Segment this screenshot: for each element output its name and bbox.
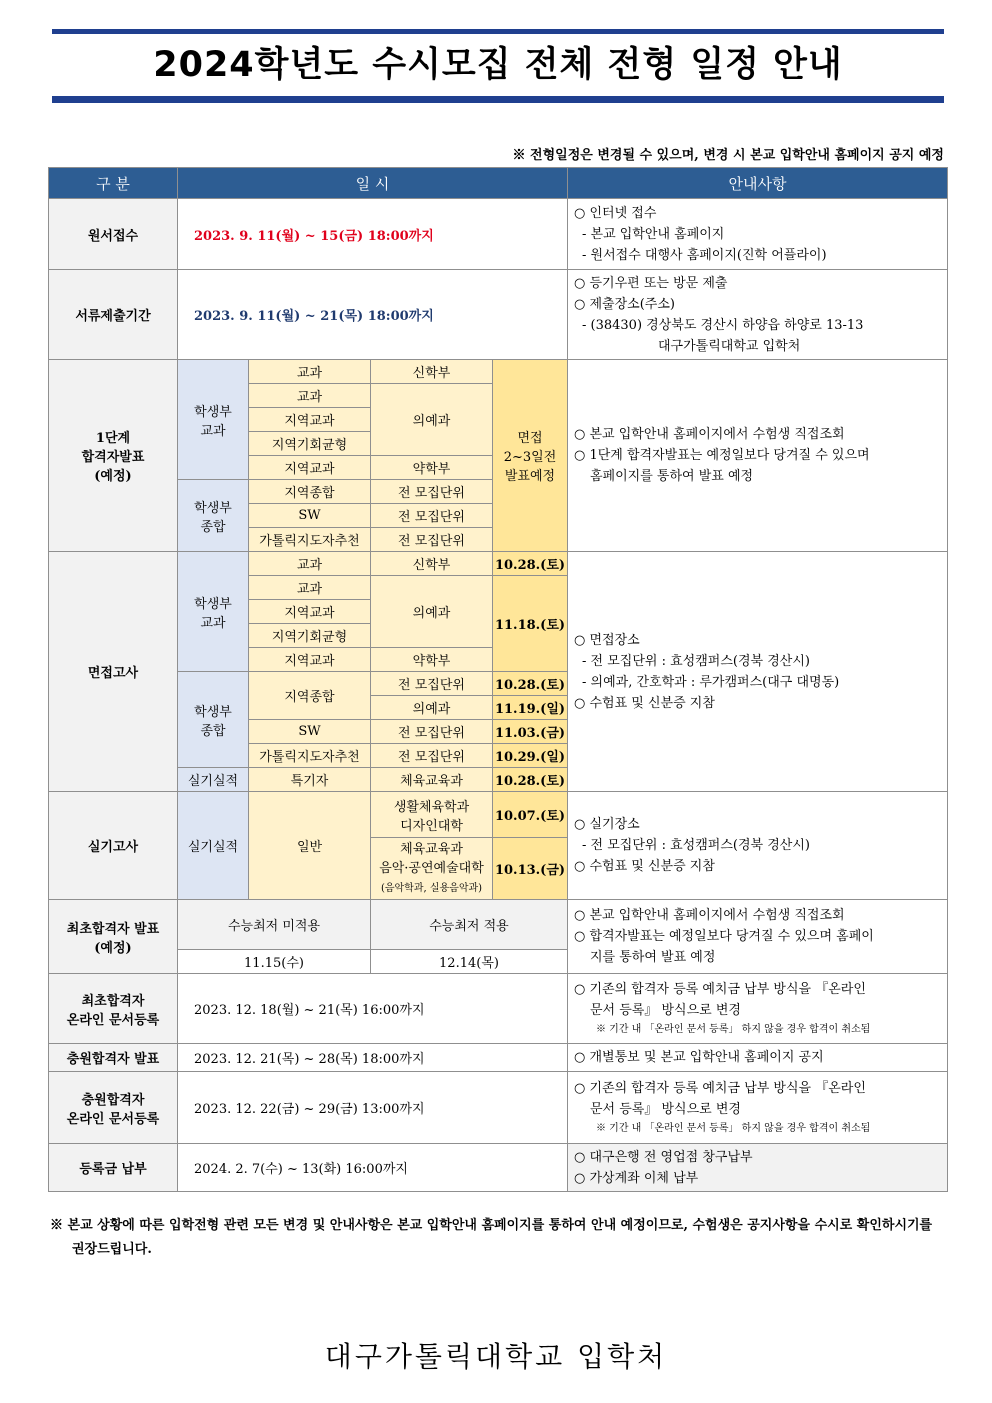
row-final-registration — [49, 974, 948, 1044]
bottom-notice: ※ 본교 상황에 따른 입학전형 관련 모든 변경 및 안내사항은 본교 입학안내 홈페이지를 통하여 안내 예정이므로, 수험생은 공지사항을 수시로 확인하시기를 권장드립니다. — [50, 1218, 933, 1257]
interview-dept: 의예과 — [371, 696, 493, 720]
stage1-dept: 신학부 — [371, 360, 493, 384]
interview-type: 지역종합 — [249, 672, 371, 720]
stage1-interview-note: 면접 2~3일전 발표예정 — [493, 360, 568, 552]
final-reg-info: ○ 기존의 합격자 등록 예치금 납부 방식을 『온라인 문서 등록』 방식으로 변경 ※ 기간 내 「온라인 문서 등록」 하지 않을 경우 합격이 취소됨 — [568, 974, 948, 1044]
interview-dept: 전 모집단위 — [371, 672, 493, 696]
row-application — [49, 199, 948, 270]
interview-dept: 신학부 — [371, 552, 493, 576]
row-tuition — [49, 1144, 948, 1192]
interview-group-silgi: 실기실적 — [178, 768, 249, 792]
additional-info: ○ 개별통보 및 본교 입학안내 홈페이지 공지 — [568, 1044, 948, 1072]
practical-group: 실기실적 — [178, 792, 249, 900]
practical-row-1 — [49, 792, 948, 838]
interview-dept: 전 모집단위 — [371, 720, 493, 744]
stage1-group-jonghap: 학생부 종합 — [178, 480, 249, 552]
interview-group-jonghap: 학생부 종합 — [178, 672, 249, 768]
final-info: ○ 본교 입학안내 홈페이지에서 수험생 직접조회 ○ 합격자발표는 예정일보다 당겨질 수 있으며 홈페이 지를 통하여 발표 예정 — [568, 900, 948, 974]
final-row-1 — [49, 900, 948, 950]
application-info: ○ 인터넷 접수 - 본교 입학안내 홈페이지 - 원서접수 대행사 홈페이지(진학 어플라이) — [568, 199, 948, 270]
practical-label: 실기고사 — [49, 792, 178, 900]
additional-date: 2023. 12. 21(목) ~ 28(목) 18:00까지 — [178, 1044, 568, 1072]
additional-reg-label: 충원합격자 온라인 문서등록 — [49, 1072, 178, 1144]
practical-type: 일반 — [249, 792, 371, 900]
stage1-type: 지역종합 — [249, 480, 371, 504]
title-band — [52, 29, 944, 103]
interview-date: 10.28.(토) — [493, 552, 568, 576]
final-reg-date: 2023. 12. 18(월) ~ 21(목) 16:00까지 — [178, 974, 568, 1044]
interview-type: 특기자 — [249, 768, 371, 792]
interview-type: 가톨릭지도자추천 — [249, 744, 371, 768]
final-col-applied: 수능최저 적용 — [371, 900, 568, 950]
stage1-dept: 전 모집단위 — [371, 480, 493, 504]
footer-institution: 대구가톨릭대학교 입학처 — [324, 1340, 668, 1373]
interview-group-gyogwa: 학생부 교과 — [178, 552, 249, 672]
interview-type: SW — [249, 720, 371, 744]
interview-date: 11.03.(금) — [493, 720, 568, 744]
stage1-type: 가톨릭지도자추천 — [249, 528, 371, 552]
final-col-not-applied: 수능최저 미적용 — [178, 900, 371, 950]
interview-type: 교과 — [249, 552, 371, 576]
interview-type: 교과 — [249, 576, 371, 600]
interview-info: ○ 면접장소 - 전 모집단위 : 효성캠퍼스(경북 경산시) - 의예과, 간호학과 : 루가캠퍼스(대구 대명동) ○ 수험표 및 신분증 지참 — [568, 552, 948, 792]
stage1-dept: 약학부 — [371, 456, 493, 480]
practical-dept: 생활체육학과 디자인대학 — [371, 792, 493, 838]
row-additional-registration — [49, 1072, 948, 1144]
stage1-group-gyogwa: 학생부 교과 — [178, 360, 249, 480]
final-date-applied: 12.14(목) — [371, 950, 568, 974]
schedule-change-note: ※ 전형일정은 변경될 수 있으며, 변경 시 본교 입학안내 홈페이지 공지 예정 — [512, 148, 944, 163]
row-documents — [49, 270, 948, 360]
interview-date: 11.19.(일) — [493, 696, 568, 720]
stage1-type: 교과 — [249, 384, 371, 408]
additional-reg-date: 2023. 12. 22(금) ~ 29(금) 13:00까지 — [178, 1072, 568, 1144]
interview-type: 지역교과 — [249, 648, 371, 672]
tuition-info: ○ 대구은행 전 영업점 창구납부 ○ 가상계좌 이체 납부 — [568, 1144, 948, 1192]
interview-dept: 약학부 — [371, 648, 493, 672]
interview-dept: 의예과 — [371, 576, 493, 648]
final-reg-label: 최초합격자 온라인 문서등록 — [49, 974, 178, 1044]
stage1-info: ○ 본교 입학안내 홈페이지에서 수험생 직접조회 ○ 1단계 합격자발표는 예정일보다 당겨질 수 있으며 홈페이지를 통하여 발표 예정 — [568, 360, 948, 552]
practical-date: 10.13.(금) — [493, 838, 568, 900]
interview-date: 10.28.(토) — [493, 672, 568, 696]
stage1-type: 지역교과 — [249, 408, 371, 432]
tuition-label: 등록금 납부 — [49, 1144, 178, 1192]
header-info: 안내사항 — [568, 168, 948, 199]
stage1-type: 지역교과 — [249, 456, 371, 480]
stage1-type: 지역기회균형 — [249, 432, 371, 456]
header-category: 구 분 — [49, 168, 178, 199]
stage1-type: 교과 — [249, 360, 371, 384]
schedule-table — [48, 167, 948, 1192]
interview-date: 11.18.(토) — [493, 576, 568, 672]
interview-row-1 — [49, 552, 948, 576]
practical-dept: 체육교육과 음악·공연예술대학 (음악학과, 실용음악과) — [371, 838, 493, 900]
final-date-not-applied: 11.15(수) — [178, 950, 371, 974]
interview-type: 지역기회균형 — [249, 624, 371, 648]
stage1-type: SW — [249, 504, 371, 528]
page-title: 2024학년도 수시모집 전체 전형 일정 안내 — [153, 45, 843, 85]
tuition-date: 2024. 2. 7(수) ~ 13(화) 16:00까지 — [178, 1144, 568, 1192]
stage1-dept: 의예과 — [371, 384, 493, 456]
header-datetime: 일 시 — [178, 168, 568, 199]
practical-info: ○ 실기장소 - 전 모집단위 : 효성캠퍼스(경북 경산시) ○ 수험표 및 신분증 지참 — [568, 792, 948, 900]
interview-date: 10.29.(일) — [493, 744, 568, 768]
documents-label: 서류제출기간 — [49, 270, 178, 360]
interview-label: 면접고사 — [49, 552, 178, 792]
application-label: 원서접수 — [49, 199, 178, 270]
stage1-dept: 전 모집단위 — [371, 528, 493, 552]
documents-info: ○ 등기우편 또는 방문 제출 ○ 제출장소(주소) - (38430) 경상북도 경산시 하양읍 하양로 13-13 대구가톨릭대학교 입학처 — [568, 270, 948, 360]
stage1-dept: 전 모집단위 — [371, 504, 493, 528]
stage1-label: 1단계 합격자발표 (예정) — [49, 360, 178, 552]
interview-dept: 체육교육과 — [371, 768, 493, 792]
interview-dept: 전 모집단위 — [371, 744, 493, 768]
additional-reg-info: ○ 기존의 합격자 등록 예치금 납부 방식을 『온라인 문서 등록』 방식으로 변경 ※ 기간 내 「온라인 문서 등록」 하지 않을 경우 합격이 취소됨 — [568, 1072, 948, 1144]
table-header-row — [49, 168, 948, 199]
documents-date: 2023. 9. 11(월) ~ 21(목) 18:00까지 — [194, 309, 434, 324]
row-additional — [49, 1044, 948, 1072]
additional-label: 충원합격자 발표 — [49, 1044, 178, 1072]
final-label: 최초합격자 발표 (예정) — [49, 900, 178, 974]
interview-date: 10.28.(토) — [493, 768, 568, 792]
practical-date: 10.07.(토) — [493, 792, 568, 838]
title-bottom-bar — [52, 96, 944, 103]
application-date: 2023. 9. 11(월) ~ 15(금) 18:00까지 — [194, 228, 434, 244]
interview-type: 지역교과 — [249, 600, 371, 624]
stage1-row-1 — [49, 360, 948, 384]
